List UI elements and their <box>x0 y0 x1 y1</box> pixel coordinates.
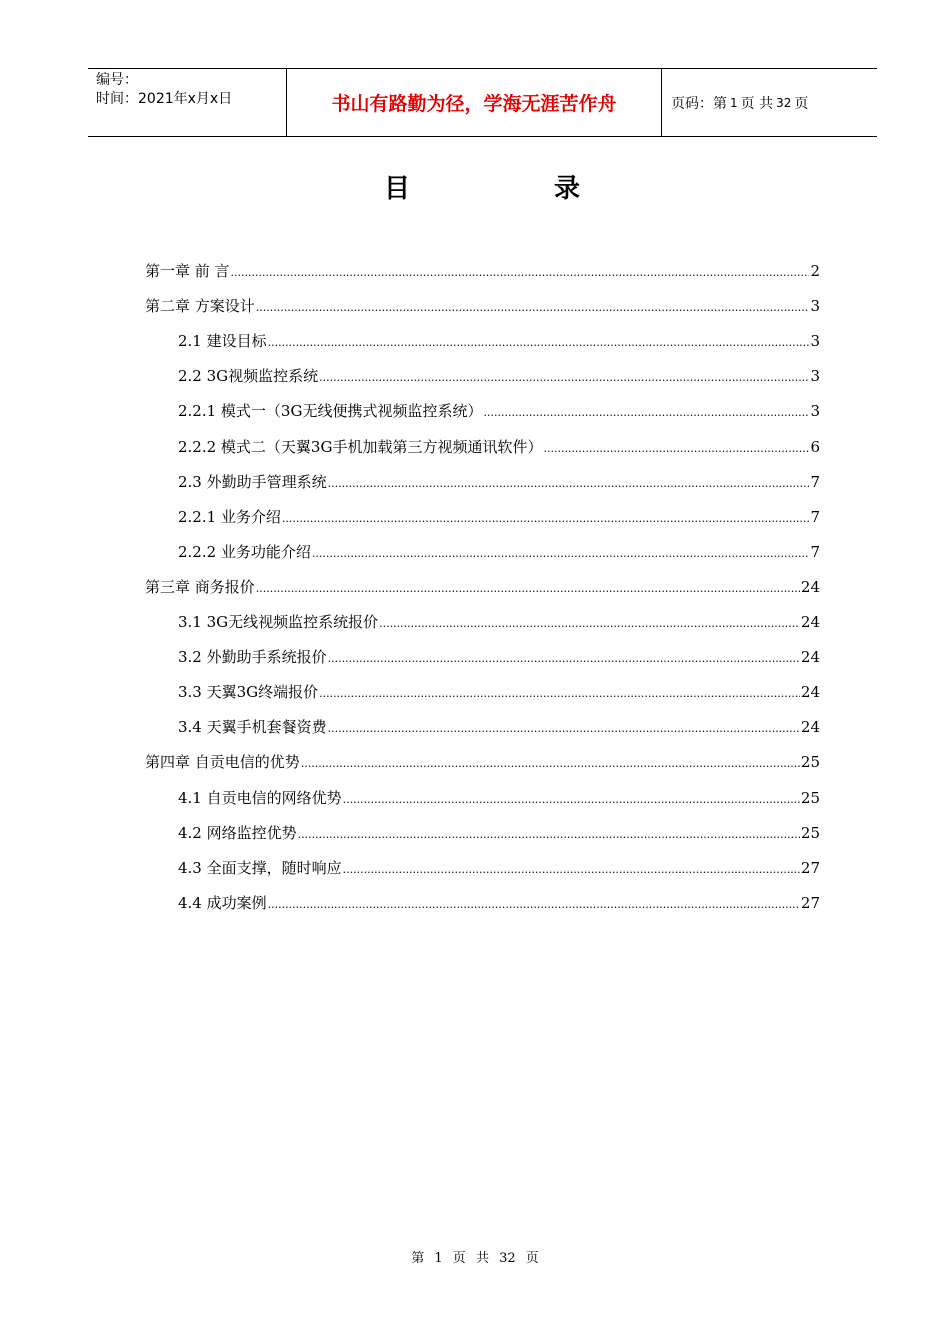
toc-entry[interactable] <box>178 436 820 458</box>
toc-entry-page: 3 <box>810 367 820 385</box>
header-motto: 书山有路勤为径，学海无涯苦作舟 <box>287 69 662 136</box>
toc-title-char-2: 录 <box>554 174 581 204</box>
toc-leader-dots <box>543 442 809 455</box>
document-number: 编号： <box>96 72 138 88</box>
toc-leader-dots <box>256 582 800 595</box>
toc-entry-page: 24 <box>800 613 820 631</box>
toc-leader-dots <box>268 336 810 349</box>
toc-entry-label: 2.2.2 模式二（天翼3G手机加载第三方视频通讯软件） <box>178 438 543 456</box>
toc-entry-label: 2.2 3G视频监控系统 <box>178 367 319 385</box>
page-total: 32 <box>776 95 792 110</box>
toc-entry-label: 2.2.1 模式一（3G无线便携式视频监控系统） <box>178 402 483 420</box>
toc-entry-page: 24 <box>800 578 820 596</box>
document-time: 时间：2021年x月x日 <box>96 91 233 107</box>
page-header <box>88 68 877 137</box>
toc-leader-dots <box>268 898 800 911</box>
toc-leader-dots <box>328 477 810 490</box>
toc-leader-dots <box>231 266 810 279</box>
toc-entry-page: 27 <box>800 859 820 877</box>
toc-entry[interactable] <box>178 400 820 422</box>
toc-entry-page: 2 <box>810 262 820 280</box>
toc-entry-label: 3.3 天翼3G终端报价 <box>178 683 319 701</box>
toc-entry[interactable] <box>178 822 820 844</box>
header-page-info <box>662 69 877 136</box>
toc-leader-dots <box>343 863 800 876</box>
toc-entry-page: 24 <box>800 683 820 701</box>
toc-entry[interactable] <box>178 892 820 914</box>
toc-entry[interactable] <box>145 295 820 317</box>
toc-entry-page: 3 <box>810 402 820 420</box>
toc-title-char-1: 目 <box>384 174 411 204</box>
toc-entry-page: 27 <box>800 894 820 912</box>
toc-entry-page: 24 <box>800 648 820 666</box>
toc-entry-label: 第二章 方案设计 <box>145 297 255 315</box>
header-meta-cell <box>88 69 287 136</box>
footer-word-2: 页 <box>452 1251 466 1266</box>
toc-entry-label: 3.2 外勤助手系统报价 <box>178 648 327 666</box>
toc-entry-page: 7 <box>810 543 820 561</box>
toc-entry-label: 4.2 网络监控优势 <box>178 824 297 842</box>
page-current: 1 <box>730 95 738 110</box>
toc-entry-label: 3.1 3G无线视频监控系统报价 <box>178 613 379 631</box>
toc-entry-label: 3.4 天翼手机套餐资费 <box>178 718 327 736</box>
toc-entry-page: 7 <box>810 508 820 526</box>
toc-entry-label: 2.1 建设目标 <box>178 332 267 350</box>
toc-entry[interactable] <box>178 541 820 563</box>
toc-entry[interactable] <box>178 681 820 703</box>
toc-leader-dots <box>298 828 800 841</box>
toc-entry[interactable] <box>178 646 820 668</box>
toc-leader-dots <box>343 793 800 806</box>
toc-leader-dots <box>282 512 810 525</box>
footer-word-1: 第 <box>411 1251 425 1266</box>
toc-entry-label: 2.2.2 业务功能介绍 <box>178 543 311 561</box>
toc-leader-dots <box>319 371 809 384</box>
toc-entry[interactable] <box>178 716 820 738</box>
toc-title <box>0 168 950 204</box>
toc-leader-dots <box>256 301 810 314</box>
toc-entry-page: 25 <box>800 753 820 771</box>
toc-leader-dots <box>301 757 800 770</box>
toc-entry-label: 4.4 成功案例 <box>178 894 267 912</box>
toc-leader-dots <box>312 547 810 560</box>
toc-entry-page: 7 <box>810 473 820 491</box>
toc-entry-page: 25 <box>800 789 820 807</box>
footer-word-4: 页 <box>525 1251 539 1266</box>
toc-entry[interactable] <box>178 611 820 633</box>
footer-total: 32 <box>499 1251 516 1266</box>
page-mid: 页 共 <box>740 95 774 112</box>
toc-entry-label: 第三章 商务报价 <box>145 578 255 596</box>
toc-entry[interactable] <box>178 471 820 493</box>
toc-entry-page: 3 <box>810 332 820 350</box>
toc-entry-label: 第四章 自贡电信的优势 <box>145 753 300 771</box>
footer-current: 1 <box>434 1251 443 1266</box>
toc-entry-label: 4.1 自贡电信的网络优势 <box>178 789 342 807</box>
toc-leader-dots <box>483 406 809 419</box>
page-suffix: 页 <box>794 95 809 112</box>
toc-leader-dots <box>319 687 800 700</box>
toc-entry[interactable] <box>145 260 820 282</box>
toc-entry-page: 3 <box>810 297 820 315</box>
toc-entry[interactable] <box>178 365 820 387</box>
page-footer <box>0 1247 950 1266</box>
toc-entry-page: 6 <box>810 438 820 456</box>
toc-entry[interactable] <box>145 576 820 598</box>
toc-entry-page: 25 <box>800 824 820 842</box>
toc-leader-dots <box>328 652 800 665</box>
footer-word-3: 共 <box>475 1251 489 1266</box>
toc-leader-dots <box>328 722 800 735</box>
toc-entry-page: 24 <box>800 718 820 736</box>
toc-entry[interactable] <box>178 330 820 352</box>
toc-entry-label: 第一章 前 言 <box>145 262 230 280</box>
page-prefix: 页码：第 <box>671 95 727 112</box>
toc-entry-label: 4.3 全面支撑，随时响应 <box>178 859 342 877</box>
toc-entry-label: 2.3 外勤助手管理系统 <box>178 473 327 491</box>
toc-entry[interactable] <box>178 506 820 528</box>
toc-entry[interactable] <box>178 857 820 879</box>
toc-entry-label: 2.2.1 业务介绍 <box>178 508 281 526</box>
toc-entry[interactable] <box>145 751 820 773</box>
toc-leader-dots <box>379 617 800 630</box>
toc-entry[interactable] <box>178 787 820 809</box>
